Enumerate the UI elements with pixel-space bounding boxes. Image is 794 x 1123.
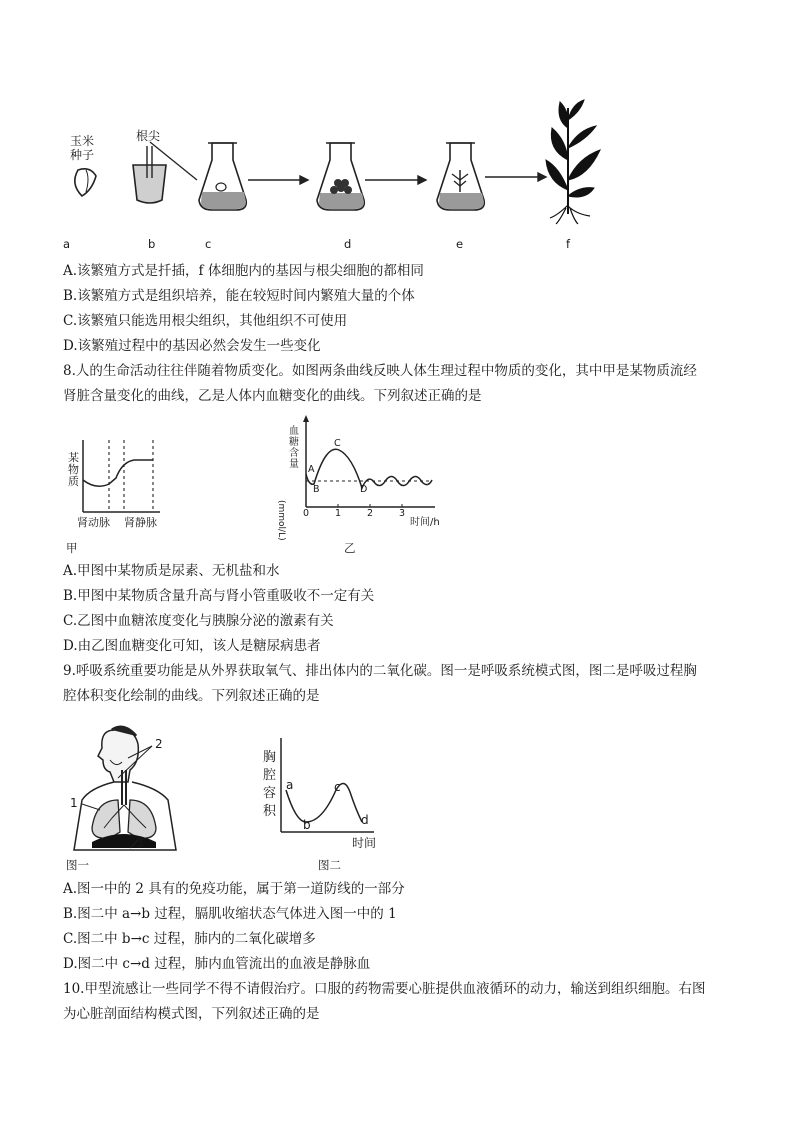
- root-tip-label: 根尖: [136, 129, 161, 143]
- yi-point-d: D: [360, 484, 368, 495]
- q9-option-d: D.图二中 c→d 过程，肺内血管流出的血液是静脉血: [63, 956, 371, 972]
- step-label-d: d: [344, 237, 352, 251]
- q7-option-d: D.该繁殖过程中的基因必然会发生一些变化: [63, 338, 321, 354]
- yi-tick-0: 0: [303, 508, 310, 519]
- fig2-ylabel-3: 容: [263, 786, 277, 801]
- q9-option-a: A.图一中的 2 具有的免疫功能，属于第一道防线的一部分: [63, 881, 405, 897]
- jia-caption: 甲: [66, 541, 78, 555]
- jia-ylabel: 某物质: [68, 451, 79, 488]
- q8-option-d: D.由乙图血糖变化可知，该人是糖尿病患者: [63, 638, 321, 654]
- step-label-e: e: [456, 237, 464, 251]
- step-label-c: c: [205, 237, 212, 251]
- fig2-caption: 图二: [318, 858, 341, 872]
- chest-volume-curve: [286, 783, 362, 822]
- q10-stem-line-1: 10.甲型流感让一些同学不得不请假治疗。口服的药物需要心脏提供血液循环的动力，输送到组织细胞。右图: [63, 981, 706, 997]
- q7-option-b: B.该繁殖方式是组织培养，能在较短时间内繁殖大量的个体: [63, 288, 415, 304]
- q8-stem-line-2: 肾脏含量变化的曲线，乙是人体内血糖变化的曲线。下列叙述正确的是: [63, 388, 482, 404]
- yi-point-c: C: [334, 438, 341, 449]
- q8-option-b: B.甲图中某物质含量升高与肾小管重吸收不一定有关: [63, 588, 375, 604]
- jia-xlabel-vein: 肾静脉: [124, 516, 157, 529]
- fig2-point-c: c: [334, 780, 341, 794]
- q9-option-b: B.图二中 a→b 过程，膈肌收缩状态气体进入图一中的 1: [63, 906, 397, 922]
- yi-tick-2: 2: [367, 508, 374, 519]
- q7-option-a: A.该繁殖方式是扦插，f 体细胞内的基因与根尖细胞的都相同: [63, 263, 424, 279]
- yi-ylabel: 血糖含量: [289, 426, 299, 470]
- fig2-point-b: b: [303, 818, 311, 832]
- yi-xlabel: 时间/h: [410, 517, 440, 528]
- step-label-b: b: [148, 237, 156, 251]
- yi-point-b: B: [313, 484, 320, 495]
- yi-tick-3: 3: [399, 508, 406, 519]
- fig2-ylabel-2: 腔: [263, 768, 277, 783]
- seed-label-1: 玉米: [70, 134, 95, 148]
- jia-xlabel-artery: 肾动脉: [77, 516, 110, 529]
- seed-label-2: 种子: [70, 148, 95, 162]
- q9-stem-line-1: 9.呼吸系统重要功能是从外界获取氧气、排出体内的二氧化碳。图一是呼吸系统模式图，图二是呼吸过程胸: [63, 663, 697, 679]
- fig2-point-d: d: [361, 813, 369, 827]
- step-label-a: a: [63, 237, 71, 251]
- q10-stem-line-2: 为心脏剖面结构模式图，下列叙述正确的是: [63, 1006, 320, 1022]
- fig1-marker-2: 2: [155, 737, 163, 751]
- yi-tick-1: 1: [335, 508, 342, 519]
- yi-point-a: A: [308, 464, 315, 475]
- fig2-ylabel-1: 胸: [263, 750, 277, 765]
- fig2-xlabel: 时间: [352, 836, 377, 850]
- q8-stem-line-1: 8.人的生命活动往往伴随着物质变化。如图两条曲线反映人体生理过程中物质的变化，其中甲是某物质流经: [63, 363, 697, 379]
- fig1-marker-1: 1: [70, 796, 78, 810]
- fig2-point-a: a: [286, 778, 294, 792]
- yi-ylabel-unit: (mmol/L): [276, 500, 286, 541]
- q8-option-a: A.甲图中某物质是尿素、无机盐和水: [63, 563, 280, 579]
- yi-caption: 乙: [344, 541, 356, 555]
- q9-option-c: C.图二中 b→c 过程，肺内的二氧化碳增多: [63, 931, 316, 947]
- fig1-marker-3: 3: [136, 836, 144, 850]
- fig1-caption: 图一: [66, 858, 89, 872]
- q7-option-c: C.该繁殖只能选用根尖组织，其他组织不可使用: [63, 313, 348, 329]
- q9-stem-line-2: 腔体积变化绘制的曲线。下列叙述正确的是: [63, 688, 320, 704]
- q8-option-c: C.乙图中血糖浓度变化与胰腺分泌的激素有关: [63, 613, 334, 629]
- fig2-ylabel-4: 积: [263, 804, 277, 819]
- step-label-f: f: [566, 237, 571, 251]
